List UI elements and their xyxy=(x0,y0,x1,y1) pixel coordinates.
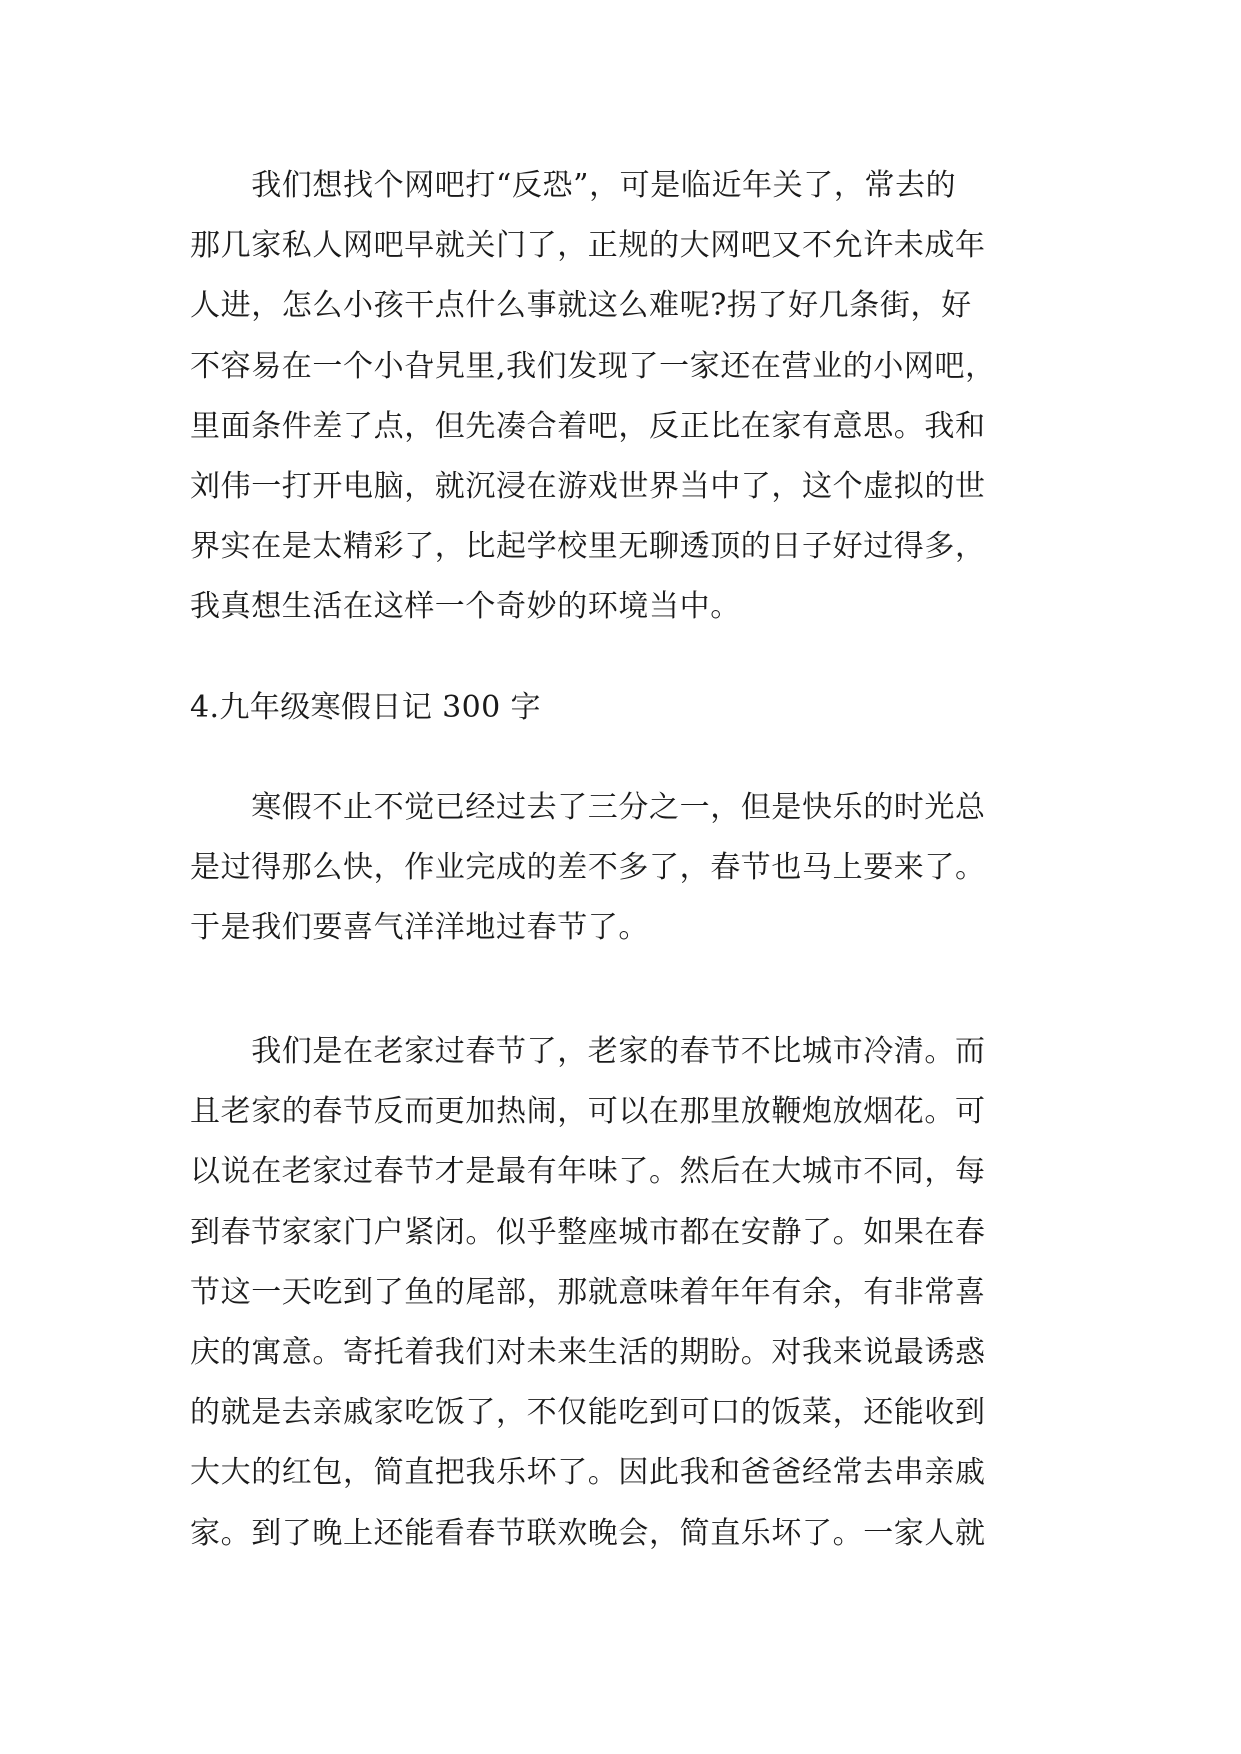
text-line: 节这一天吃到了鱼的尾部，那就意味着年年有余，有非常喜 xyxy=(190,1274,986,1310)
text-line: 刘伟一打开电脑，就沉浸在游戏世界当中了，这个虚拟的世 xyxy=(190,469,986,505)
text-line: 我们想找个网吧打“反恐”，可是临近年关了，常去的 xyxy=(190,168,957,203)
section-heading: 4.九年级寒假日记 300 字 xyxy=(190,690,541,725)
text-line: 庆的寓意。寄托着我们对未来生活的期盼。对我来说最诱惑 xyxy=(190,1335,986,1371)
text-line: 的就是去亲戚家吃饭了，不仅能吃到可口的饭菜，还能收到 xyxy=(190,1395,986,1431)
text-line: 且老家的春节反而更加热闹，可以在那里放鞭炮放烟花。可 xyxy=(190,1094,986,1130)
text-line: 大大的红包，简直把我乐坏了。因此我和爸爸经常去串亲戚 xyxy=(190,1455,986,1491)
text-line: 人进，怎么小孩干点什么事就这么难呢?拐了好几条街，好 xyxy=(190,288,972,324)
paragraph-internet-cafe xyxy=(190,156,1052,638)
text-line: 家。到了晚上还能看春节联欢晚会，简直乐坏了。一家人就 xyxy=(190,1515,986,1551)
paragraph-winter-break xyxy=(190,778,1052,959)
paragraph-spring-festival xyxy=(190,1022,1052,1564)
text-line: 那几家私人网吧早就关门了，正规的大网吧又不允许未成年 xyxy=(190,228,986,264)
text-line: 不容易在一个小旮旯里,我们发现了一家还在营业的小网吧， xyxy=(190,348,996,384)
text-line: 到春节家家门户紧闭。似乎整座城市都在安静了。如果在春 xyxy=(190,1214,986,1250)
text-line: 于是我们要喜气洋洋地过春节了。 xyxy=(190,910,649,946)
text-line: 寒假不止不觉已经过去了三分之一，但是快乐的时光总 xyxy=(190,790,986,825)
text-line: 以说在老家过春节才是最有年味了。然后在大城市不同，每 xyxy=(190,1154,986,1190)
text-line: 我真想生活在这样一个奇妙的环境当中。 xyxy=(190,589,741,625)
text-line: 是过得那么快，作业完成的差不多了，春节也马上要来了。 xyxy=(190,850,986,886)
text-line: 界实在是太精彩了，比起学校里无聊透顶的日子好过得多， xyxy=(190,529,986,565)
text-line: 我们是在老家过春节了，老家的春节不比城市冷清。而 xyxy=(190,1034,986,1069)
text-line: 里面条件差了点，但先凑合着吧，反正比在家有意思。我和 xyxy=(190,408,986,444)
